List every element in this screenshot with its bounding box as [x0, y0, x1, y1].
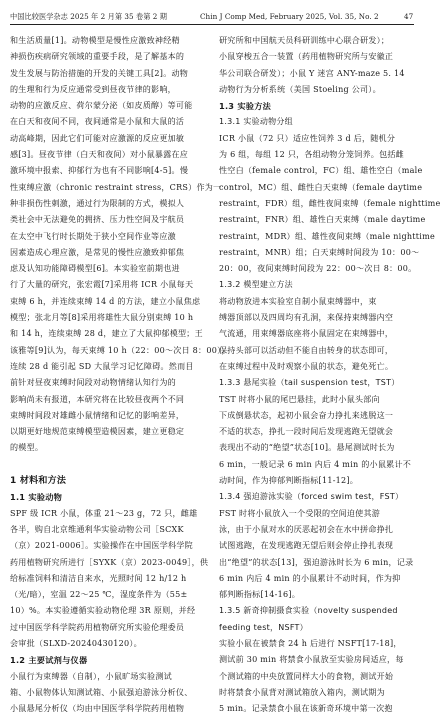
body-text-line: 保持头部可以活动但不能自由转身的状态即可，	[219, 345, 394, 355]
left-column	[10, 33, 230, 717]
body-text-line: 动物行为分析系统（美国 Stoeling 公司）。	[219, 84, 381, 94]
body-text-line: 个测试箱的中央放置同样大小的食物，测试开始	[219, 671, 394, 681]
body-text-line: 神损伤疾病研究领域的重要手段，是了解基本的	[10, 52, 185, 62]
body-text-line: 类社会中无法避免的拥挤、压力性空间及宇航员	[10, 215, 185, 225]
body-text-line: 性束缚应激（chronic restraint stress，CRS）作为一	[10, 182, 222, 192]
body-text-line: 影响尚未有报道，本研究将在比较昼夜两个不同	[10, 394, 185, 404]
body-text-line: 动时间，作为抑郁判断指标[11-12]。	[219, 476, 359, 486]
body-text-line: restraint，FNR）组、雄性白天束缚（male daytime	[219, 215, 426, 225]
body-text-line: 因素造成心理应激，是常见的慢性应激致抑郁焦	[10, 247, 185, 257]
body-text-line: 郁判断指标[14-16]。	[219, 590, 301, 600]
body-text-line: 在太空中飞行时长期处于狭小空间作业等应激	[10, 231, 176, 241]
body-text-line: 的生理和行为反应通常受到昼夜节律的影响，	[10, 84, 176, 94]
header-rule	[10, 24, 414, 25]
body-text-line: 研究所和中国航天员科研训练中心联合研发）；	[219, 36, 390, 45]
body-text-line: 6 min，一般记录 6 min 内后 4 min 的小鼠累计不	[219, 459, 412, 469]
subsection-heading: 1.1 实验动物	[10, 492, 63, 503]
header-page-number: 47	[404, 12, 414, 21]
body-text-line: FST 时将小鼠放入一个受限的空间迫使其游	[219, 508, 381, 518]
body-text-line: 动高峰期，因此它们可能对应激源的反应更加敏	[10, 133, 185, 143]
body-text-line: control，MC）组、雌性白天束缚（female daytime	[219, 182, 423, 192]
body-text-line: 下成倒悬状态，起初小鼠会奋力挣扎来逃脱这一	[219, 410, 394, 420]
body-text-line: 前针对昼夜束缚时间段对动物情绪认知行为的	[10, 378, 176, 388]
body-text-line: 不适的状态，挣扎一段时间后发现逃跑无望就会	[219, 427, 394, 437]
body-text-line: 20：00，夜间束缚时间段为 22：00～次日 8：00。	[219, 264, 417, 274]
body-text-line: 出“绝望”的状态[13]，强迫游泳时长为 6 min，记录	[219, 557, 414, 567]
body-text-line: 该雅等[9]认为，每天束缚 10 h（22：00～次日 8：00），	[10, 345, 230, 355]
subsubsection-heading: 1.3.5 新奇抑制摄食实验（novelty suspended	[219, 606, 398, 616]
subsection-heading: 1.3 实验方法	[219, 101, 272, 112]
body-text-line: 过中国医学科学院药用植物研究所实验伦理委员	[10, 622, 185, 632]
body-text-line: 以期更好地规范束缚模型造模因素，建立更稳定	[10, 427, 185, 437]
body-text-line: 华公司联合研发）；小鼠 Y 迷宫 ANY-maze 5. 14	[219, 68, 405, 78]
body-text-line: restraint，MDR）组、雄性夜间束缚（male nighttime	[219, 231, 435, 241]
body-text-line: 在白天和夜间不同，夜间通常是小鼠和大鼠的活	[10, 117, 185, 127]
body-text-line: 动物的应激反应、荷尔蒙分泌（如皮质醇）等可能	[10, 101, 193, 111]
body-text-line: 6 min 内后 4 min 的小鼠累计不动时间，作为抑	[219, 573, 401, 583]
body-text-line: 束缚时间段对雄雌小鼠情绪和记忆的影响差异，	[10, 410, 185, 420]
body-text-line: 束缚 6 h，并连续束缚 14 d 的方法，建立小鼠焦虑	[10, 296, 201, 306]
blank-line	[10, 457, 208, 473]
section-heading: 1 材料和方法	[10, 476, 67, 487]
body-text-line: TST 时将小鼠的尾巴悬挂，此时小鼠头部向	[219, 394, 380, 404]
body-text-line: 为 6 组，每组 12 只，各组动物分笼饲养。包括雌	[219, 150, 404, 160]
body-text-line: 将动物放进本实验室自制小鼠束缚器中，束	[219, 296, 377, 306]
subsubsection-heading: 1.3.3 悬尾实验（tail suspension test，TST）	[219, 378, 400, 388]
body-text-line: 5 min。记录禁食小鼠在该新奇环境中第一次抱	[219, 704, 393, 714]
body-text-line: 缚器顶部以及四周均有孔洞，来保持束缚器内空	[219, 313, 394, 323]
body-text-line: 10）%。本实验遵循实验动物伦理 3R 原则，并经	[10, 606, 196, 616]
body-text-line: 气流通，用束缚器底座将小鼠固定在束缚器中，	[219, 329, 394, 339]
body-text-line: 种非损伤性刺激，通过行为限制的方式，模拟人	[10, 198, 185, 208]
body-text-line: 和生活质量[1]。动物模型是慢性应激致神经精	[10, 36, 180, 45]
body-text-line: restraint，MNR）组；白天束缚时间段为 10：00～	[219, 247, 420, 257]
body-text-line: 时将禁食小鼠背对测试箱放入箱内，测试期为	[219, 687, 385, 697]
body-text-line: 发生发展与防治措施的开发的关键工具[2]。动物	[10, 68, 189, 78]
body-text-line: 性空白（female control，FC）组、雄性空白（male	[219, 166, 423, 176]
subsubsection-heading: feeding test，NSFT）	[219, 622, 308, 632]
subsubsection-heading: 1.3.2 模型建立方法	[219, 280, 293, 290]
body-text-line: 行了大量的研究，张宏霞[7]采用将 ICR 小鼠每天	[10, 280, 194, 290]
body-text-line: 各半，购自北京维通利华实验动物公司［SCXK	[10, 524, 184, 534]
body-text-line: SPF 级 ICR 小鼠，体重 21～23 g，72 只，雌雄	[10, 508, 198, 518]
subsection-heading: 1.2 主要试剂与仪器	[10, 655, 88, 666]
body-text-line: （京）2021-0006］。实验操作在中国医学科学院	[10, 541, 193, 551]
body-text-line: 药用植物研究所进行［SYXK（京）2023-0049］，供	[10, 557, 209, 567]
body-text-line: 感[3]。昼夜节律（白天和夜间）对小鼠暴露在应	[10, 150, 189, 160]
body-text-line: 模型；张北月等[8]采用将雄性大鼠分别束缚 10 h	[10, 313, 194, 323]
header-journal-en: Chin J Comp Med, February 2025, Vol. 35, No. 2	[200, 12, 379, 21]
body-text-line: 激环境中报索、抑郁行为也有不同影响[4-5]。慢	[10, 166, 189, 176]
body-text-line: 小鼠穿梭五合一装置（药用植物研究所与安徽正	[219, 52, 394, 62]
subsubsection-heading: 1.3.1 实验动物分组	[219, 117, 293, 127]
subsubsection-heading: 1.3.4 强迫游泳实验（forced swim test，FST）	[219, 492, 404, 502]
body-text-line: 给标准饲料和清洁自来水，光照时间 12 h/12 h	[10, 573, 187, 583]
body-text-line: 虑及认知功能障碍模型[6]。本实验室前期也进	[10, 264, 180, 274]
body-text-line: restraint，FDR）组，雌性夜间束缚（female nighttime	[219, 198, 441, 208]
body-text-line: ICR 小鼠（72 只）适应性饲养 3 d 后，随机分	[219, 133, 396, 143]
body-text-line: 小鼠悬尾分析仪（均由中国医学科学院药用植物	[10, 704, 185, 714]
body-text-line: 连续 28 d 能引起 SD 大鼠学习记忆障碍。然而目	[10, 361, 194, 371]
body-text-line: 会审批（SLXD-20240430120）。	[10, 638, 142, 648]
body-text-line: 测试前 30 min 将禁食小鼠放至实验房间适应，每	[219, 655, 404, 665]
header-journal-cn: 中国比较医学杂志 2025 年 2 月第 35 卷第 2 期	[10, 12, 167, 21]
body-text-line: 表现出不动的“绝望”状态[10]。悬尾测试时长为	[219, 443, 395, 453]
body-text-line: 和 14 h，连续束缚 28 d，建立了大鼠抑郁模型；王	[10, 329, 203, 339]
body-text-line: 的模型。	[10, 443, 44, 453]
body-text-line: 试图逃跑，在发现逃跑无望后则会停止挣扎表现	[219, 541, 394, 551]
body-text-line: （光/暗），室温 22～25 ℃，湿度条件为（55±	[10, 590, 188, 600]
body-text-line: 箱、小鼠物体认知测试箱、小鼠强迫游泳分析仪、	[10, 687, 193, 697]
right-column	[219, 33, 441, 717]
body-text-line: 在束缚过程中及时观察小鼠的状态，避免死亡。	[219, 361, 394, 371]
body-text-line: 小鼠行为束缚器（自制），小鼠旷场实验测试	[10, 671, 172, 681]
body-text-line: 实验小鼠在被禁食 24 h 后进行 NSFT[17-18]，	[219, 638, 402, 648]
body-text-line: 泳，由于小鼠对水的厌恶起初会在水中拼命挣扎	[219, 524, 394, 534]
